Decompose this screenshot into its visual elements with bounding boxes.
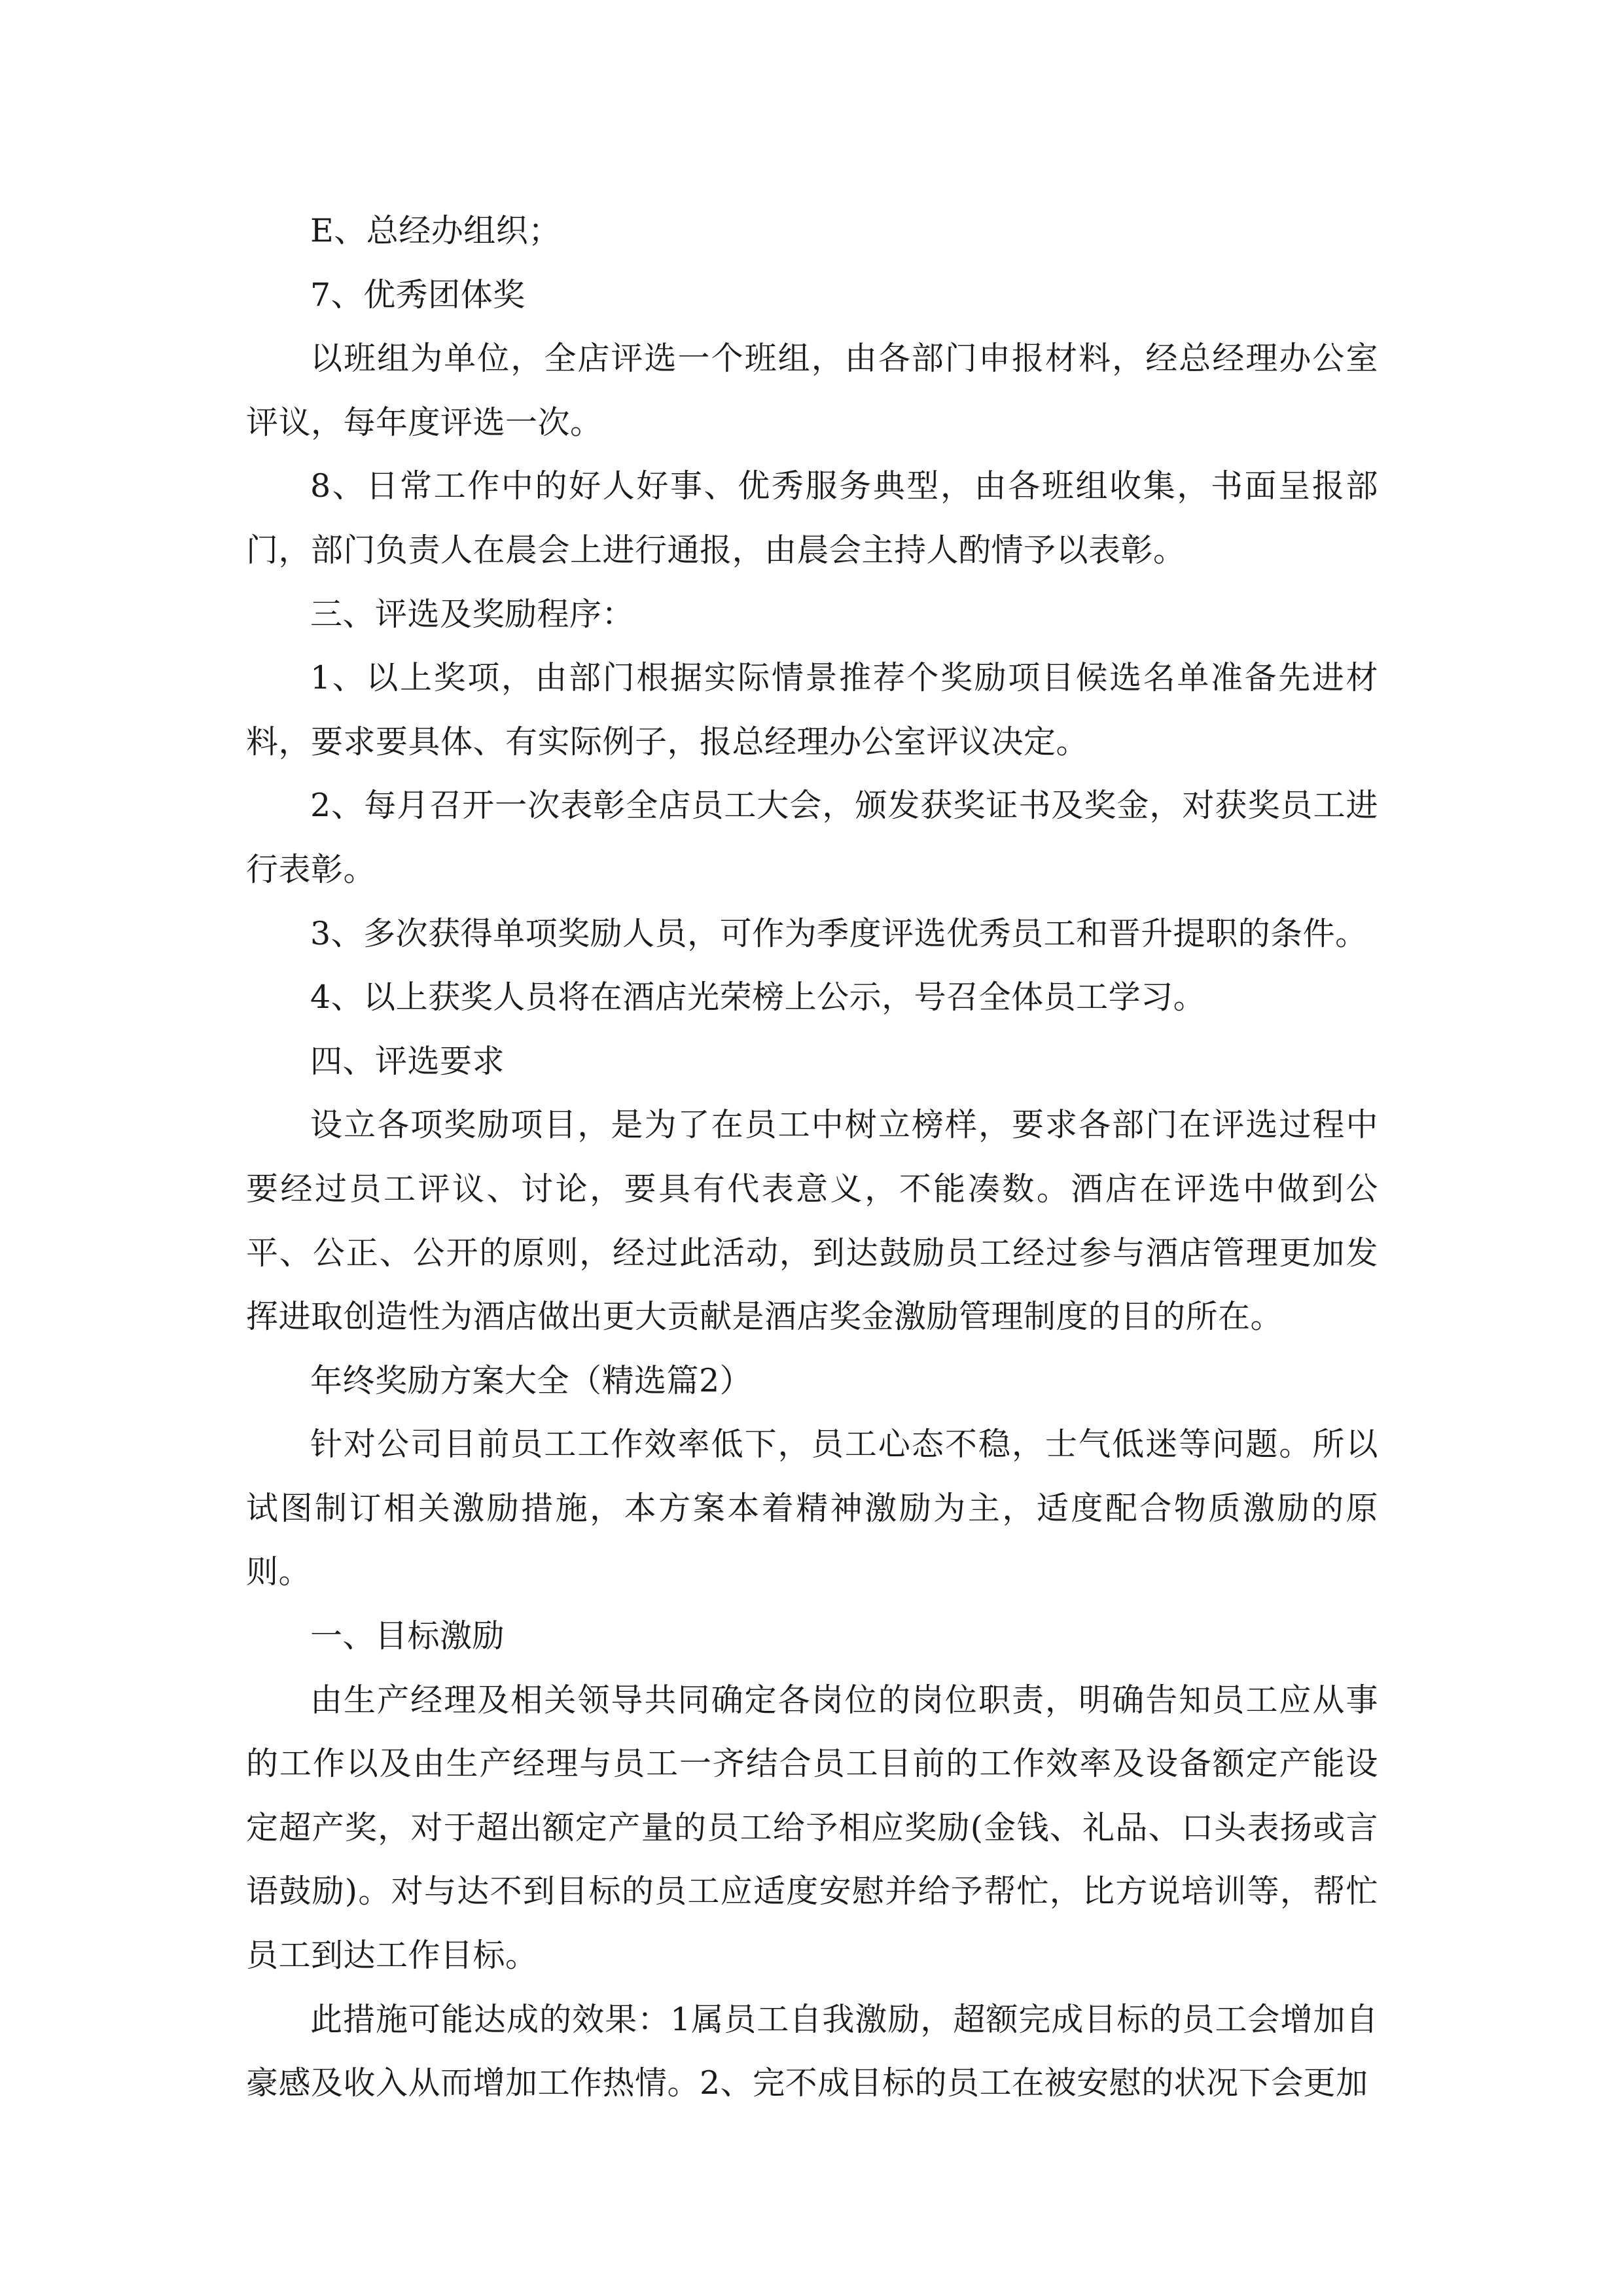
- heading-goal-incentive: 一、目标激励: [310, 1617, 505, 1655]
- paragraph-procedure-4: 4、以上获奖人员将在酒店光荣榜上公示，号召全体员工学习。: [310, 978, 1206, 1016]
- heading-section-2: 年终奖励方案大全（精选篇2）: [310, 1361, 753, 1399]
- paragraph-effects: 此措施可能达成的效果：1属员工自我激励，超额完成目标的员工会增加自豪感及收入从而增加工作热情。2、完不成目标的员工在被安慰的状况下会更加: [246, 2000, 1378, 2102]
- paragraph-requirements: 设立各项奖励项目，是为了在员工中树立榜样，要求各部门在评选过程中要经过员工评议、讨论，要具有代表意义，不能凑数。酒店在评选中做到公平、公正、公开的原则，经过此活动，到达鼓励员工经过参与酒店管理更加发挥进取创造性为酒店做出更大贡献是酒店奖金激励管理制度的目的所在。: [246, 1106, 1378, 1336]
- paragraph-procedure-2: 2、每月召开一次表彰全店员工大会，颁发获奖证书及奖金，对获奖员工进行表彰。: [246, 787, 1378, 888]
- heading-selection-requirements: 四、评选要求: [310, 1042, 505, 1080]
- paragraph-team-award: 以班组为单位，全店评选一个班组，由各部门申报材料，经总经理办公室评议，每年度评选一次。: [246, 340, 1378, 441]
- heading-team-award: 7、优秀团体奖: [310, 276, 526, 314]
- heading-selection-procedure: 三、评选及奖励程序：: [310, 595, 635, 633]
- paragraph-good-deeds: 8、日常工作中的好人好事、优秀服务典型，由各班组收集，书面呈报部门，部门负责人在晨会上进行通报，由晨会主持人酌情予以表彰。: [246, 467, 1378, 569]
- paragraph-procedure-3: 3、多次获得单项奖励人员，可作为季度评选优秀员工和晋升提职的条件。: [310, 914, 1368, 952]
- paragraph-e-office: E、总经办组织；: [310, 212, 561, 249]
- document-body: [246, 199, 1378, 2115]
- paragraph-intro-2: 针对公司目前员工工作效率低下，员工心态不稳，士气低迷等问题。所以试图制订相关激励措施，本方案本着精神激励为主，适度配合物质激励的原则。: [246, 1426, 1378, 1591]
- paragraph-procedure-1: 1、以上奖项，由部门根据实际情景推荐个奖励项目候选名单准备先进材料，要求要具体、有实际例子，报总经理办公室评议决定。: [246, 659, 1378, 761]
- paragraph-goal-incentive: 由生产经理及相关领导共同确定各岗位的岗位职责，明确告知员工应从事的工作以及由生产经理与员工一齐结合员工目前的工作效率及设备额定产能设定超产奖，对于超出额定产量的员工给予相应奖励(金钱、礼品、口头表扬或言语鼓励)。对与达不到目标的员工应适度安慰并给予帮忙，比方说培训等，帮忙员工到达工作目标。: [246, 1681, 1378, 1975]
